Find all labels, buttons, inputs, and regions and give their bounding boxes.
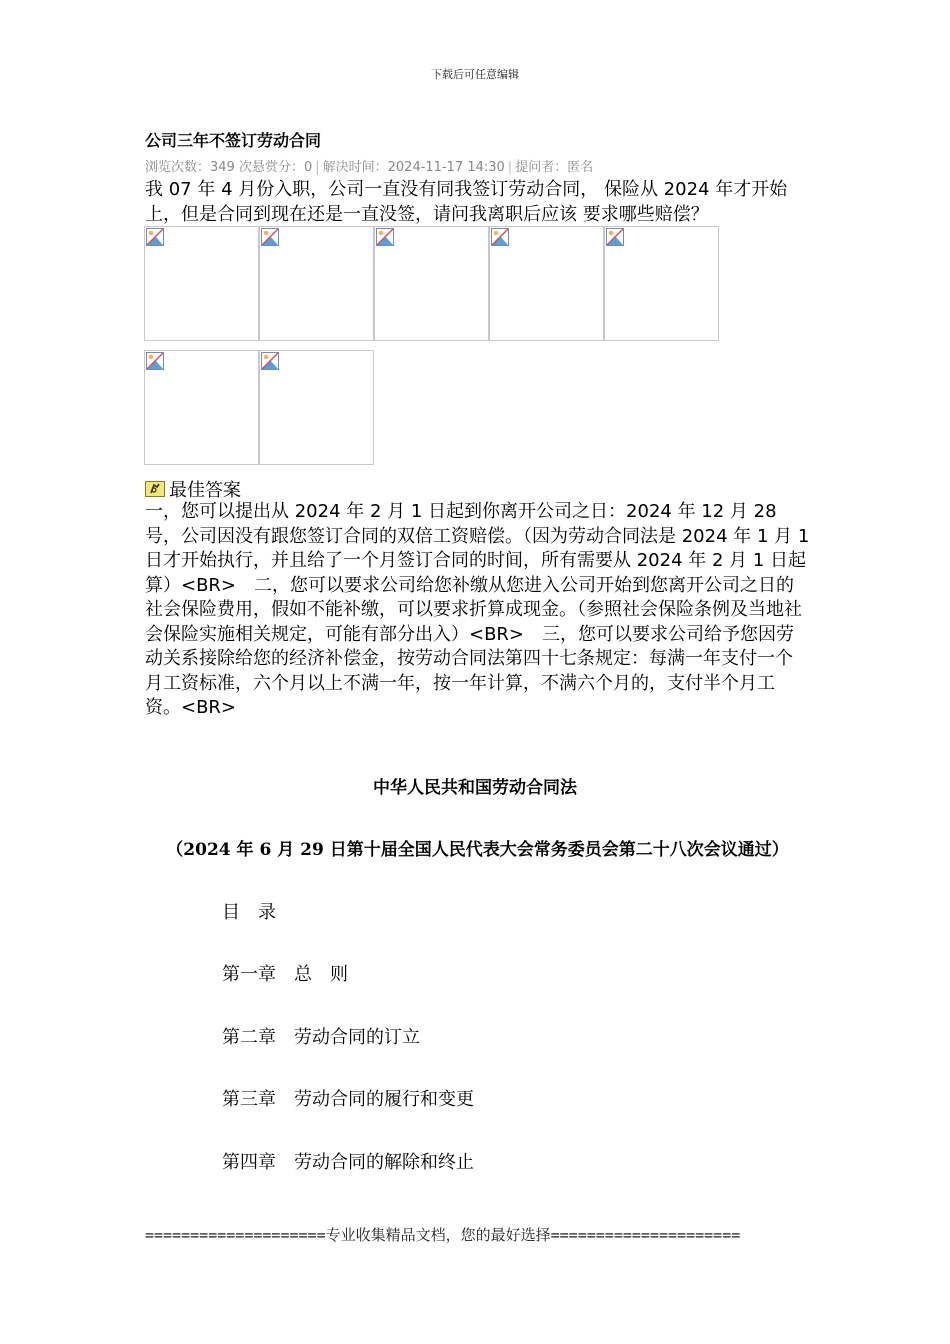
toc-item: 第二章 劳动合同的订立: [222, 1027, 420, 1048]
meta-reward: 次悬赏分：0: [238, 160, 313, 175]
best-answer-heading: [145, 476, 241, 502]
image-gallery: [144, 226, 744, 474]
question-body: 我 07 年 4 月份入职，公司一直没有同我签订劳动合同， 保险从 2024 年才开始上，但是合同到现在还是一直没签，请问我离职后应该 要求哪些赔偿？: [145, 179, 788, 225]
law-title: 中华人民共和国劳动合同法: [373, 778, 577, 798]
broken-image-icon: [491, 228, 509, 246]
meta-resolved: 解决时间：2024-11-17 14:30: [322, 160, 505, 175]
broken-image-icon: [146, 352, 164, 370]
image-thumbnail[interactable]: [489, 226, 604, 341]
best-answer-icon: [145, 481, 165, 497]
toc-item: 第三章 劳动合同的履行和变更: [222, 1089, 474, 1110]
gallery-row: [144, 350, 744, 465]
image-thumbnail[interactable]: [604, 226, 719, 341]
image-thumbnail[interactable]: [144, 226, 259, 341]
image-thumbnail[interactable]: [259, 226, 374, 341]
image-thumbnail[interactable]: [259, 350, 374, 465]
image-thumbnail[interactable]: [144, 350, 259, 465]
meta-separator: |: [315, 160, 320, 175]
toc-item: 第四章 劳动合同的解除和终止: [222, 1152, 474, 1173]
toc-item: 第一章 总 则: [222, 964, 348, 985]
broken-image-icon: [376, 228, 394, 246]
best-answer-label: 最佳答案: [169, 480, 241, 501]
broken-image-icon: [146, 228, 164, 246]
law-subtitle: （2024 年 6 月 29 日第十届全国人民代表大会常务委员会第二十八次会议通过）: [166, 840, 789, 860]
broken-image-icon: [606, 228, 624, 246]
question-title: 公司三年不签订劳动合同: [145, 131, 322, 150]
footer-banner: ====================专业收集精品文档，您的最好选择=====================: [145, 1226, 741, 1244]
header-note: 下载后可任意编辑: [431, 68, 519, 81]
broken-image-icon: [261, 228, 279, 246]
meta-asker: 提问者：匿名: [515, 160, 594, 175]
broken-image-icon: [261, 352, 279, 370]
gallery-row: [144, 226, 744, 341]
question-meta: [145, 156, 593, 175]
meta-views: 浏览次数：349: [145, 160, 235, 175]
meta-separator: |: [507, 160, 513, 175]
best-answer-text: 一，您可以提出从 2024 年 2 月 1 日起到你离开公司之日：2024 年 12 月 28 号，公司因没有跟您签订合同的双倍工资赔偿。（因为劳动合同法是 2024 年 1 月 1 日才开始执行，并且给了一个月签订合同的时间，所有需要从 2024 年 2 月 1 日起算）<BR> 二，您可以要求公司给您补缴从您进入公司开始到您离开公司之日的社会保险费用，假如不能补缴，可以要求折算成现金。（参照社会保险条例及当地社会保险实施相关规定，可能有部分出入）<BR> 三，您可以要求公司给予您因劳动关系接除给您的经济补偿金，按劳动合同法第四十七条规定：每满一年支付一个月工资标准，六个月以上不满一年，按一年计算，不满六个月的，支付半个月工资。<BR>: [145, 501, 810, 718]
image-thumbnail[interactable]: [374, 226, 489, 341]
toc-heading: 目 录: [222, 902, 276, 923]
